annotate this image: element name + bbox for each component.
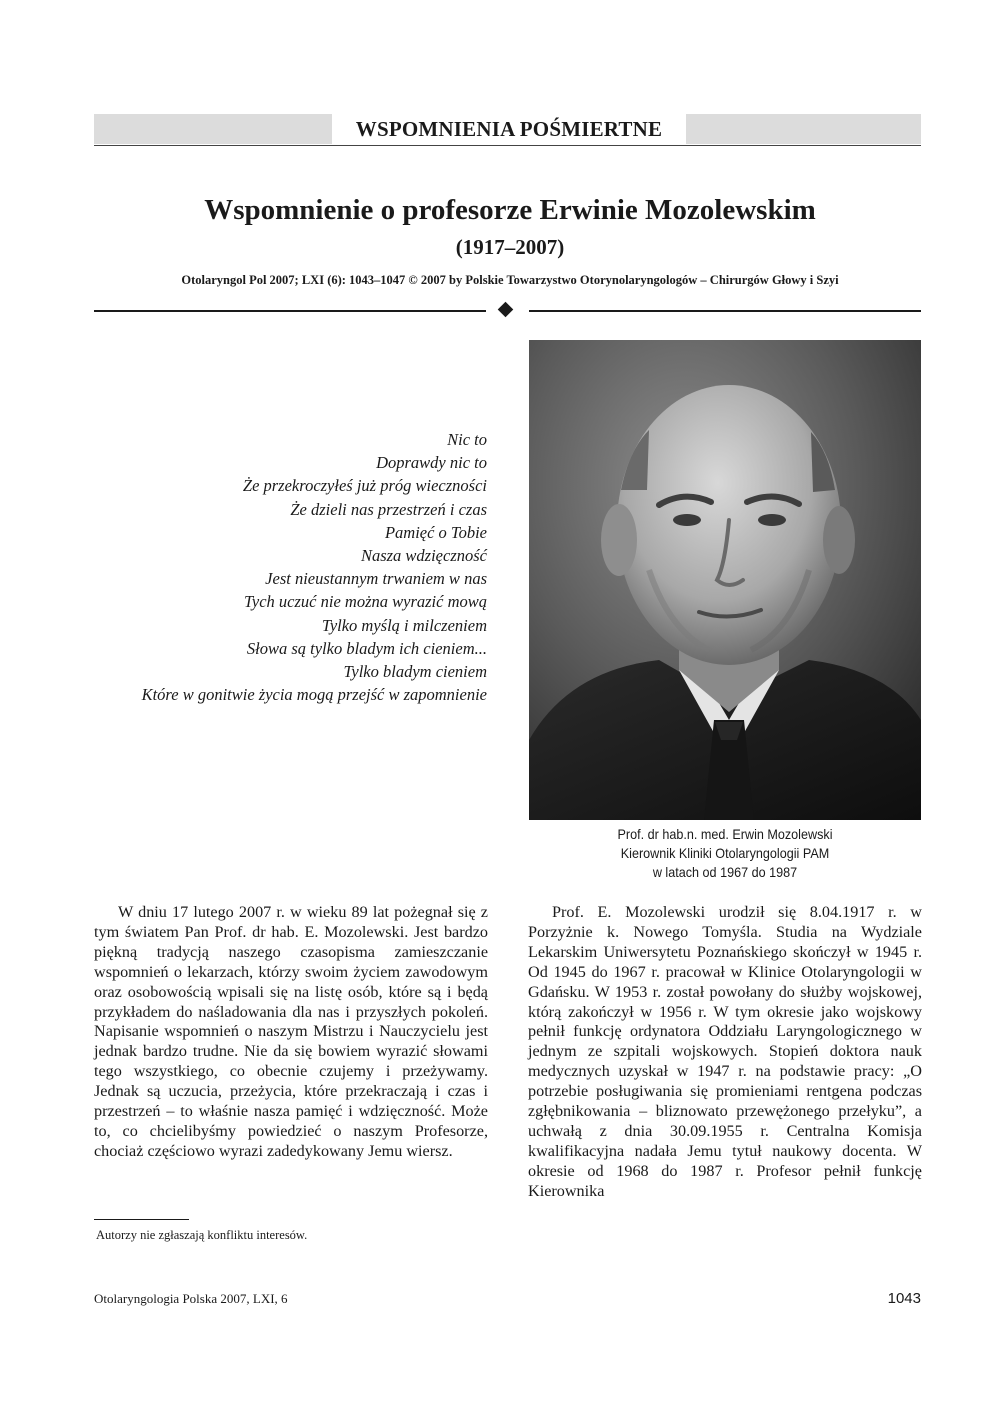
footnote-rule <box>94 1219 189 1220</box>
article-citation: Otolaryngol Pol 2007; LXI (6): 1043–1047 © 2007 by Polskie Towarzystwo Otorynolaryngologów – Chirurgów Głowy i Szyi <box>181 273 839 287</box>
poem-line: Jest nieustannym trwaniem w nas <box>265 569 487 589</box>
poem-line: Że dzieli nas przestrzeń i czas <box>290 499 487 519</box>
portrait-caption <box>549 825 902 882</box>
poem-line: Tylko bladym cieniem <box>343 662 487 682</box>
poem <box>94 428 487 706</box>
poem-line: Tych uczuć nie można wyrazić mową <box>243 592 487 612</box>
journal-footer: Otolaryngologia Polska 2007, LXI, 6 <box>94 1291 288 1306</box>
caption-line: Kierownik Kliniki Otolaryngologii PAM <box>620 845 830 861</box>
page-number: 1043 <box>887 1290 921 1307</box>
poem-line: Nic to <box>447 430 487 449</box>
divider-left <box>94 310 486 312</box>
caption-line: Prof. dr hab.n. med. Erwin Mozolewski <box>617 826 833 842</box>
body-paragraph: Prof. E. Mozolewski urodził się 8.04.1917 r. w Porzyżnie k. Nowego Tomyśla. Studia na Wydziale Lekarskim Uniwersytetu Poznańskiego skończył w 1945 r. Od 1945 do 1967 r. pracował w Klinice Otolaryngologii w Gdańsku. W 1953 r. został powołany do służby wojskowej, którą zakończył w 1956 r. W tym okresie jako wojskowy pełnił funkcję ordynatora Oddziału Laryngologicznego w jednym ze szpitali wojskowych. Stopień doktora nauk medycznych uzyskał w 1947 r. na podstawie pracy: „O potrzebie posługiwania się promieniami rentgena podczas zgłębnikowania – bliznowato przewężonego przełyku”, a uchwałą z dnia 30.09.1955 r. Centralna Komisja kwalifikacyjna nadała Jemu tytuł naukowy docenta. W okresie od 1968 do 1987 r. Profesor pełnił funkcję Kierownika <box>528 903 922 1200</box>
body-paragraph: W dniu 17 lutego 2007 r. w wieku 89 lat pożegnał się z tym światem Pan Prof. dr hab. E. Mozolewski. Jest bardzo piękną tradycją naszego czasopisma zamieszczanie wspomnień o lekarzach, którzy swoim życiem zawodowym oraz osobowością wpisali się na listę osób, które są i będą przykładem do naśladowania dla nas i przyszłych pokoleń. Napisanie wspomnień o naszym Mistrzu i Nauczycielu jest jednak bardzo trudne. Nie da się bowiem wyrazić słowami tego wszystkiego, co obecnie czujemy i przeżywamy. Jednak są uczucia, przeżycia, które przekraczają i czas i przestrzeń – to właśnie nasza pamięć i wdzięczność. Może to, co chcielibyśmy powiedzieć o naszym Profesorze, chociaż częściowo wyrazi zadedykowany Jemu wiersz. <box>94 903 488 1160</box>
article-title: Wspomnienie o profesorze Erwinie Mozolewskim <box>204 194 816 226</box>
poem-line: Tylko myślą i milczeniem <box>321 615 487 635</box>
poem-line: Nasza wdzięczność <box>360 546 487 566</box>
poem-line: Doprawdy nic to <box>376 453 487 473</box>
portrait-photo <box>529 340 921 820</box>
poem-line: Że przekroczyłeś już próg wieczności <box>242 476 487 496</box>
article-years: (1917–2007) <box>455 235 565 259</box>
section-label: WSPOMNIENIA POŚMIERTNE <box>332 114 686 144</box>
caption-line: w latach od 1967 do 1987 <box>652 864 798 880</box>
poem-line: Które w gonitwie życia mogą przejść w zapomnienie <box>141 685 487 705</box>
diamond-icon <box>498 302 514 318</box>
divider-right <box>529 310 921 312</box>
body-column-right <box>528 903 922 1202</box>
poem-line: Pamięć o Tobie <box>384 522 487 542</box>
banner-rule <box>94 145 921 146</box>
body-column-left <box>94 903 488 1162</box>
footnote: Autorzy nie zgłaszają konfliktu interesów. <box>96 1228 308 1242</box>
poem-line: Słowa są tylko bladym ich cieniem... <box>246 638 487 658</box>
